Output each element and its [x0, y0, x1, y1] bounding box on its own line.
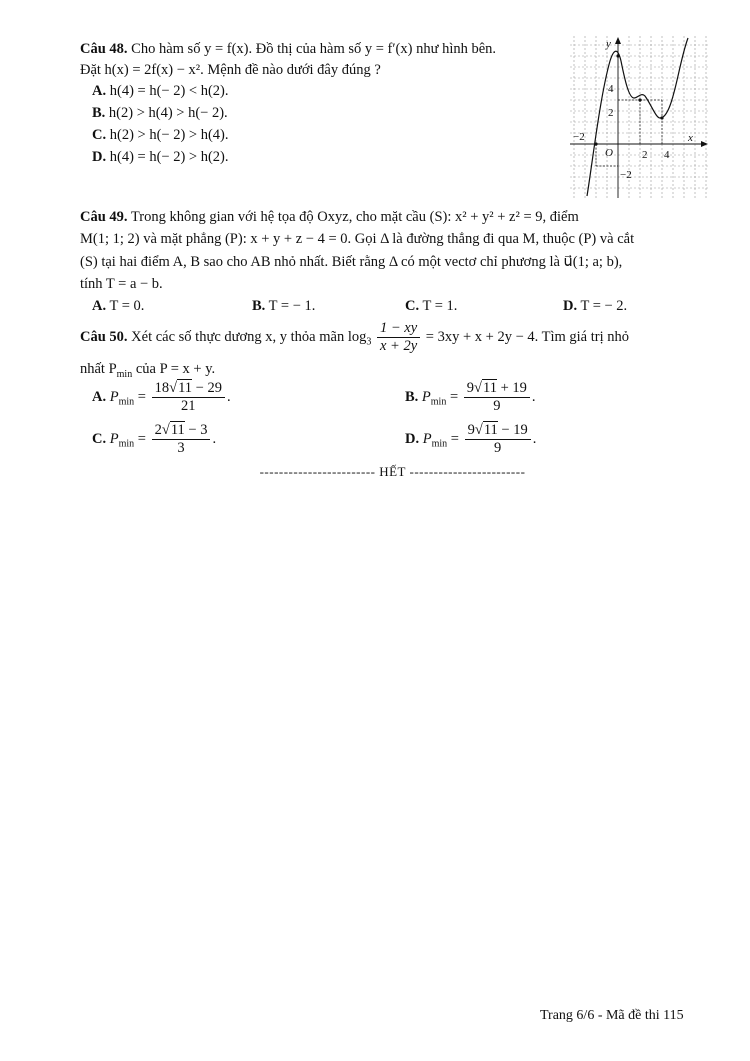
- tick-label-yneg2: −2: [620, 169, 632, 181]
- q50-option-d[interactable]: D. $P_{min}$ = $\frac{9√11 - 19}{9}$ .: [405, 422, 537, 456]
- curve-point: [594, 142, 597, 145]
- q50-line2-text: nhất P: [80, 361, 117, 377]
- q50-answer-fraction: [152, 422, 211, 457]
- p-sub: min: [430, 396, 447, 408]
- q49-label: Câu 49.: [80, 209, 128, 225]
- fraction-numerator: 9√11 − 19: [465, 422, 531, 440]
- q48-option-c[interactable]: [92, 126, 229, 144]
- q50-option-b[interactable]: B. $P_{min}$ = $\frac{9√11 + 19}{9}$ .: [405, 380, 536, 414]
- q49-option-text: T = − 1.: [268, 298, 316, 314]
- q49-option-letter: A.: [92, 298, 107, 314]
- q48-stem2: Đặt h(x) = 2f(x) − x². Mệnh đề nào dưới đây đúng ?: [80, 62, 381, 78]
- q50-stem-post: = 3xy + x + 2y − 4. Tìm giá trị nhỏ: [425, 328, 629, 345]
- tick-label-xneg2: −2: [573, 131, 585, 143]
- fraction-denominator: 9: [494, 440, 502, 456]
- curve-point: [660, 116, 663, 119]
- tick-label-y2: 2: [608, 107, 614, 119]
- origin-label: O: [605, 147, 613, 159]
- q49-option-text: T = − 2.: [580, 298, 628, 314]
- curve-point: [616, 54, 619, 57]
- p-sub: min: [118, 438, 135, 450]
- q50-option-letter: C.: [92, 430, 107, 447]
- fraction-numerator: 2√11 − 3: [152, 422, 211, 440]
- fraction-denominator: 9: [493, 398, 501, 414]
- q48-option-text: h(4) = h(− 2) > h(2).: [109, 149, 229, 165]
- tick-label-x4: 4: [664, 149, 670, 161]
- q49-option-d[interactable]: [563, 297, 627, 315]
- q50-answer-fraction: [465, 422, 531, 457]
- tick-label-y4: 4: [608, 83, 614, 95]
- q50-log-numerator: 1 − xy: [377, 320, 420, 338]
- q50-answer-fraction: [152, 380, 225, 415]
- q48-option-text: h(4) = h(− 2) < h(2).: [109, 83, 229, 99]
- q48-option-a[interactable]: [92, 82, 229, 100]
- fraction-numerator: 18√11 − 29: [152, 380, 225, 398]
- q50-log-base: 3: [366, 336, 372, 348]
- q49-option-c[interactable]: [405, 297, 457, 315]
- fraction-denominator: 3: [177, 440, 185, 456]
- q50-option-c[interactable]: C. $P_{min}$ = $\frac{2√11 - 3}{3}$ .: [92, 422, 217, 456]
- page-footer: Trang 6/6 - Mã đề thi 115: [540, 1008, 684, 1023]
- y-axis-label: y: [606, 38, 611, 50]
- q50-answer-fraction: [464, 380, 530, 415]
- q50-label: Câu 50.: [80, 328, 128, 345]
- q50-log-denominator: x + 2y: [380, 338, 418, 354]
- q49-option-b[interactable]: [252, 297, 315, 315]
- q50-option-letter: D.: [405, 430, 420, 447]
- q48-label: Câu 48.: [80, 41, 128, 57]
- q49-option-letter: B.: [252, 298, 266, 314]
- q49-line1: [80, 208, 579, 226]
- q50-stem-pre: Xét các số thực dương x, y thỏa mãn log: [131, 328, 367, 345]
- fraction-denominator: 21: [181, 398, 196, 414]
- q48-option-letter: D.: [92, 149, 107, 165]
- q50-line1: [80, 320, 629, 355]
- q49-line2: M(1; 1; 2) và mặt phẳng (P): x + y + z − 4 = 0. Gọi Δ là đường thẳng đi qua M, thuộc (P) và cắt: [80, 231, 635, 247]
- x-axis-arrow-icon: [701, 141, 708, 147]
- x-axis-label: x: [688, 132, 693, 144]
- end-divider: ------------------------ HẾT ------------------------: [259, 464, 526, 479]
- derivative-graph: [570, 36, 708, 198]
- q50-option-letter: A.: [92, 388, 107, 405]
- q49-line4: tính T = a − b.: [80, 276, 163, 292]
- p-symbol: P: [109, 388, 119, 405]
- curve-point: [638, 98, 641, 101]
- q48-option-letter: B.: [92, 105, 106, 121]
- q50-line2-post: của P = x + y.: [132, 361, 216, 377]
- p-symbol: P: [109, 430, 119, 447]
- tick-label-x2: 2: [642, 149, 648, 161]
- q48-option-text: h(2) > h(4) > h(− 2).: [108, 105, 228, 121]
- y-axis-arrow-icon: [615, 37, 621, 44]
- q50-option-letter: B.: [405, 388, 419, 405]
- q49-line1-text: Trong không gian với hệ tọa độ Oxyz, cho mặt cầu (S): x² + y² + z² = 9, điểm: [130, 209, 579, 225]
- q48-option-b[interactable]: [92, 104, 228, 122]
- q50-option-a[interactable]: A. $P_{min}$ = $\frac{18√11 - 29}{21}$ .: [92, 380, 231, 414]
- q49-option-text: T = 1.: [422, 298, 458, 314]
- q49-line3: (S) tại hai điểm A, B sao cho AB nhỏ nhất. Biết rằng Δ có một vectơ chỉ phương là u⃗(1; a; b),: [80, 254, 623, 270]
- q50-line2-sub: min: [116, 368, 133, 380]
- q48-stem1: Cho hàm số y = f(x). Đồ thị của hàm số y = f′(x) như hình bên.: [131, 41, 497, 57]
- q49-option-a[interactable]: [92, 297, 144, 315]
- q49-option-letter: C.: [405, 298, 420, 314]
- p-symbol: P: [422, 430, 432, 447]
- q48-option-letter: A.: [92, 83, 107, 99]
- q49-option-letter: D.: [563, 298, 578, 314]
- q48-option-letter: C.: [92, 127, 107, 143]
- q48-line1: [80, 40, 496, 58]
- fraction-numerator: 9√11 + 19: [464, 380, 530, 398]
- p-sub: min: [431, 438, 448, 450]
- q49-option-text: T = 0.: [109, 298, 145, 314]
- p-symbol: P: [421, 388, 431, 405]
- p-sub: min: [118, 396, 135, 408]
- q48-option-text: h(2) > h(− 2) > h(4).: [109, 127, 229, 143]
- q48-option-d[interactable]: [92, 148, 229, 166]
- q50-log-fraction: [377, 320, 420, 355]
